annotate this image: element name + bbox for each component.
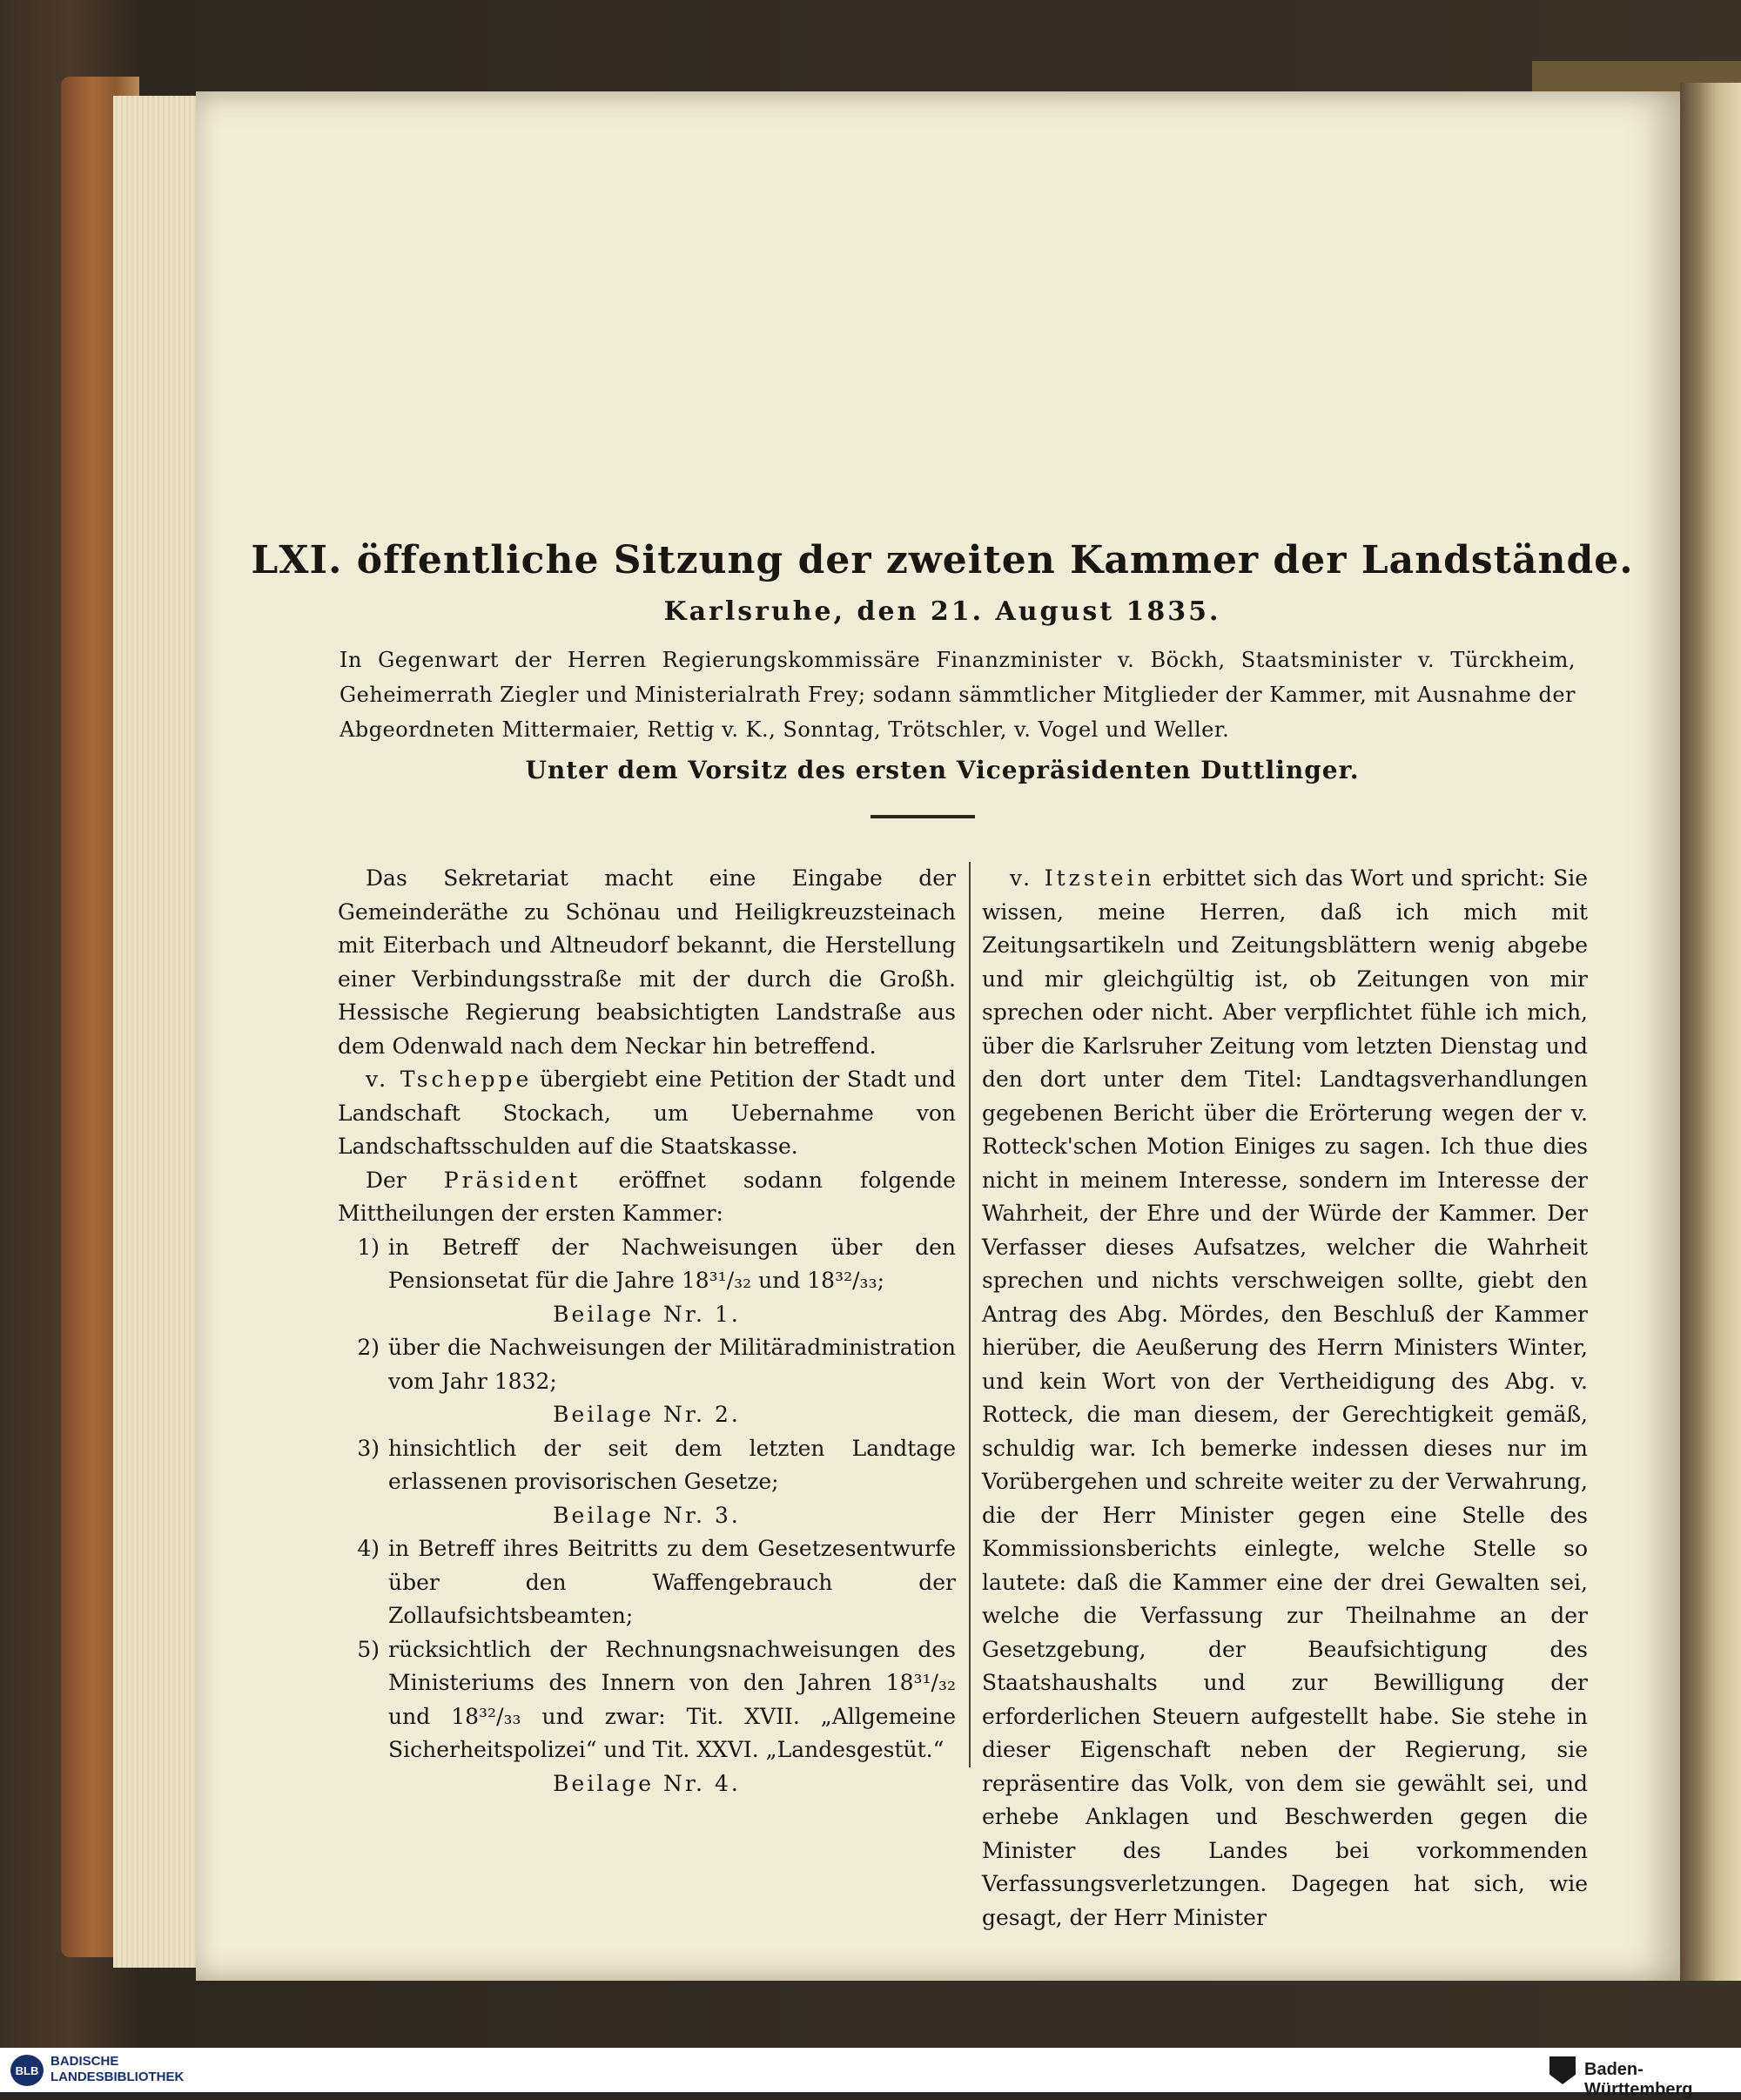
supplement-reference: Beilage Nr. 4. [553, 1770, 741, 1796]
speaker-name: v. Itzstein [1010, 865, 1155, 891]
list-number: 5) [357, 1636, 380, 1662]
chair-line: Unter dem Vorsitz des ersten Vicepräsidenten Duttlinger. [525, 756, 1360, 784]
coat-of-arms-icon [1549, 2056, 1576, 2084]
list-item [338, 1532, 956, 1633]
speaker-name: Präsident [443, 1167, 581, 1193]
attendance-text: In Gegenwart der Herren Regierungskommissäre Finanzminister v. Böckh, Staatsminister v. Türckheim, Geheimerrath Ziegler und Ministerialrath Frey; sodann sämmtlicher Mitglieder der Kammer, mit Ausnahme der Abgeordneten Mittermaier, Rettig v. K., Sonntag, Trötschler, v. Vogel und Weller. [339, 648, 1576, 742]
page-edges [113, 96, 209, 1968]
list-text: rücksichtlich der Rechnungsnachweisungen des Ministeriums des Innern von den Jahren 18³¹/₃₂ und 18³²/₃₃ und zwar: Tit. XVII. „Allgemeine Sicherheitspolizei“ und Tit. XXVI. „Landesgestüt.“ [388, 1636, 956, 1762]
section-rule [870, 815, 975, 818]
paragraph-president [338, 1164, 956, 1231]
list-item [338, 1432, 956, 1499]
session-title: LXI. öffentliche Sitzung der zweiten Kammer der Landstände. [251, 538, 1634, 582]
paragraph-tscheppe [338, 1063, 956, 1164]
list-item [338, 1331, 956, 1398]
state-name: Baden-Württemberg [1584, 2060, 1693, 2099]
speaker-name: v. Tscheppe [366, 1067, 533, 1092]
viewer-footer [0, 2048, 1741, 2099]
list-item [338, 1633, 956, 1767]
library-name [50, 2054, 184, 2085]
library-name-line: LANDESBIBLIOTHEK [50, 2070, 185, 2084]
paragraph-text: erbittet sich das Wort und spricht: Sie wissen, meine Herren, daß ich mich mit Zeitungsartikeln und Zeitungsblättern wenig abgebe und mir gleichgültig ist, ob Zeitungen von mir sprechen oder nicht. Aber verpflichtet fühle ich mich, über die Karlsruher Zeitung vom letzten Dienstag und den dort unter dem Titel: Landtagsverhandlungen gegebenen Bericht über die Erörterung wegen der v. Rotteck'schen Motion Einiges zu sagen. Ich thue dies nicht in meinem Interesse, sondern im Interesse der Wahrheit, der Ehre und der Würde der Kammer. Der Verfasser dieses Aufsatzes, welcher die Wahrheit sprechen und nichts verschweigen sollte, giebt den Antrag des Abg. Mördes, den Beschluß der Kammer hierüber, die Aeußerung des Herrn Ministers Winter, und kein Wort von der Vertheidigung des Abg. v. Rotteck, die man diesem, der Gerechtigkeit gemäß, schuldig war. Ich bemerke indessen dieses nur im Vorübergehen und schreite weiter zu der Verwahrung, die der Herr Minister gegen eine Stelle des Kommissionsberichts einlegte, welche Stelle so lautete: daß die Kammer eine der drei Gewalten sei, welche die Verfassung zur Theilnahme an der Gesetzgebung, der Beaufsichtigung des Staatshaushalts und zur Bewilligung der erforderlichen Steuern aufgestellt habe. Sie stehe in dieser Eigenschaft neben der Regierung, sie repräsentire das Volk, von dem sie gewählt sei, und erhebe Anklagen und Beschwerden gegen die Minister des Landes bei vorkommenden Verfassungsverletzungen. Dagegen hat sich, wie gesagt, der Herr Minister [982, 865, 1588, 1930]
left-column [338, 862, 956, 1800]
paragraph-itzstein [982, 862, 1588, 1935]
paragraph-text: Der [366, 1167, 444, 1193]
paragraph-text: übergiebt eine Petition der Stadt und Landschaft Stockach, um Uebernahme von Landschaftsschulden auf die Staatskasse. [338, 1067, 956, 1159]
supplement-reference: Beilage Nr. 2. [553, 1402, 741, 1427]
list-item [338, 1231, 956, 1298]
book-gutter-right [1680, 83, 1741, 1981]
list-text: hinsichtlich der seit dem letzten Landtage erlassenen provisorischen Gesetze; [388, 1435, 956, 1494]
list-text: in Betreff ihres Beitritts zu dem Gesetzesentwurfe über den Waffengebrauch der Zollaufsichtsbeamten; [388, 1536, 956, 1628]
list-number: 3) [357, 1435, 380, 1461]
right-column [982, 862, 1588, 1935]
supplement-reference: Beilage Nr. 3. [553, 1502, 741, 1528]
paragraph-secretariat: Das Sekretariat macht eine Eingabe der Gemeinderäthe zu Schönau und Heiligkreuzsteinach mit Eiterbach und Altneudorf bekannt, die Herstellung einer Verbindungsstraße mit der durch die Großh. Hessische Regierung beabsichtigten Landstraße aus dem Odenwald nach dem Neckar hin betreffend. [338, 865, 956, 1059]
list-number: 4) [357, 1536, 380, 1561]
supplement-reference: Beilage Nr. 1. [553, 1301, 741, 1327]
list-text: über die Nachweisungen der Militäradministration vom Jahr 1832; [388, 1335, 956, 1394]
list-number: 2) [357, 1335, 380, 1360]
paragraph-text: eröffnet sodann folgende Mittheilungen der ersten Kammer: [338, 1167, 956, 1226]
list-text: in Betreff der Nachweisungen über den Pensionsetat für die Jahre 18³¹/₃₂ und 18³²/₃₃; [388, 1234, 956, 1293]
blb-logo-icon: BLB [10, 2055, 44, 2086]
column-divider [969, 862, 971, 1767]
list-number: 1) [357, 1234, 380, 1260]
library-name-line: BADISCHE [50, 2054, 119, 2069]
session-date: Karlsruhe, den 21. August 1835. [663, 596, 1221, 627]
